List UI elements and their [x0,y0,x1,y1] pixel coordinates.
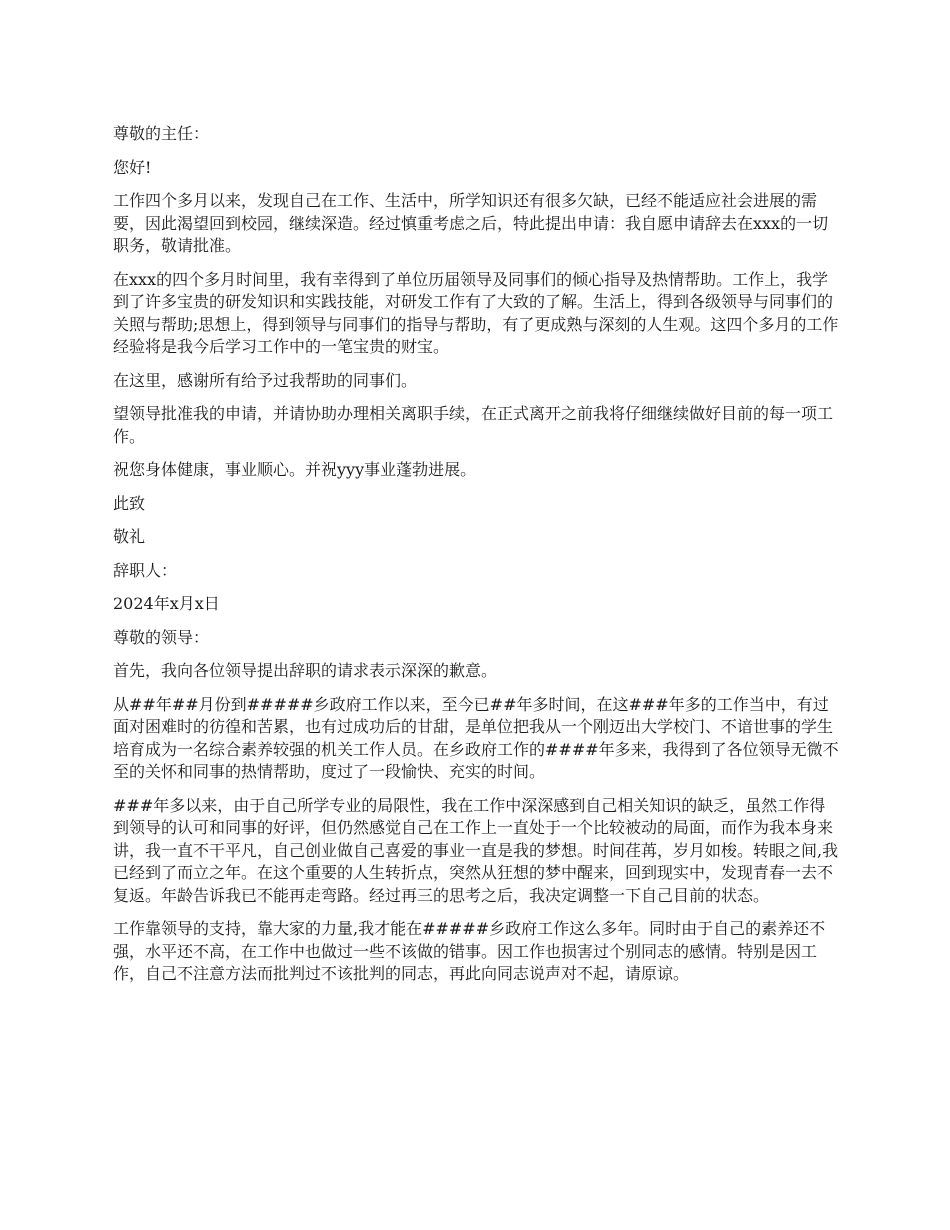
body-paragraph: ###年多以来，由于自己所学专业的局限性，我在工作中深深感到自己相关知识的缺乏，虽然工作得到领导的认可和同事的好评，但仍然感觉自己在工作上一直处于一个比较被动的局面，而作为我本身来讲，我一直不干平凡，自己创业做自己喜爱的事业一直是我的梦想。时间荏苒，岁月如梭。转眼之间,我已经到了而立之年。在这个重要的人生转折点，突然从狂想的梦中醒来，回到现实中，发现青春一去不复返。年龄告诉我已不能再走弯路。经过再三的思考之后，我决定调整一下自己目前的状态。 [113,795,839,905]
body-paragraph: 从##年##月份到#####乡政府工作以来，至今已##年多时间，在这###年多的工作当中，有过面对困难时的彷徨和苦累，也有过成功后的甘甜，是单位把我从一个刚迈出大学校门、不谙世事的学生培育成为一名综合素养较强的机关工作人员。在乡政府工作的####年多来，我得到了各位领导无微不至的关怀和同事的热情帮助，度过了一段愉快、充实的时间。 [113,694,839,781]
body-paragraph: 祝您身体健康，事业顺心。并祝yyy事业蓬勃进展。 [113,460,477,479]
salutation: 尊敬的主任： [113,124,210,143]
body-paragraph: 工作四个多月以来，发现自己在工作、生活中，所学知识还有很多欠缺，已经不能适应社会进展的需要，因此渴望回到校园，继续深造。经过慎重考虑之后，特此提出申请：我自愿申请辞去在xxx的一切职务，敬请批准。 [113,191,829,255]
body-paragraph: 在xxx的四个多月时间里，我有幸得到了单位历届领导及同事们的倾心指导及热情帮助。工作上，我学到了许多宝贵的研发知识和实践技能，对研发工作有了大致的了解。生活上，得到各级领导与同事们的关照与帮助;思想上，得到领导与同事们的指导与帮助，有了更成熟与深刻的人生观。这四个多月的工作经验将是我今后学习工作中的一笔宝贵的财宝。 [113,269,839,356]
closing-line: 此致 [113,493,146,513]
body-paragraph: 望领导批准我的申请，并请协助办理相关离职手续，在正式离开之前我将仔细继续做好目前的每一项工作。 [113,404,834,446]
greeting: 您好! [113,157,152,177]
signature-label: 辞职人： [113,560,178,580]
body-paragraph: 工作靠领导的支持，靠大家的力量,我才能在#####乡政府工作这么多年。同时由于自己的素养还不强，水平还不高，在工作中也做过一些不该做的错事。因工作也损害过个别同志的感情。特别是因工作，自己不注意方法而批判过不该批判的同志，再此向同志说声对不起，请原谅。 [113,919,826,983]
date-line: 2024年x月x日 [113,594,220,613]
closing-salute: 敬礼 [113,527,146,546]
salutation: 尊敬的领导： [113,627,210,647]
body-paragraph: 首先，我向各位领导提出辞职的请求表示深深的歉意。 [113,661,498,680]
body-paragraph: 在这里，感谢所有给予过我帮助的同事们。 [113,370,418,390]
document-page [113,123,840,997]
